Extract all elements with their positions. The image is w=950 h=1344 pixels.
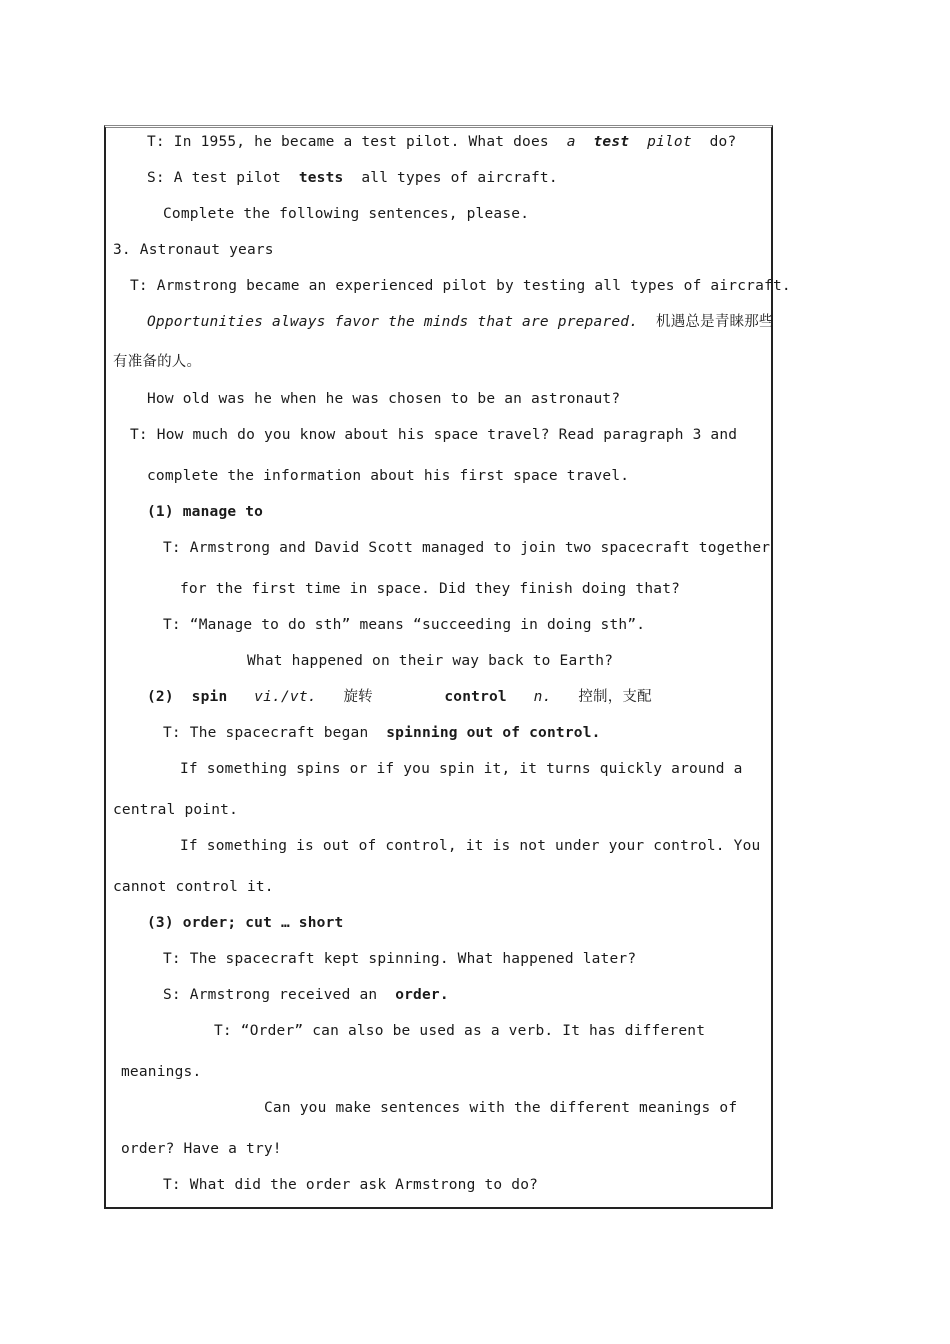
definition-line: If something spins or if you spin it, it turns quickly around a — [180, 761, 743, 777]
teacher-line: T: How much do you know about his space travel? Read paragraph 3 and — [130, 427, 738, 443]
teacher-line: T: The spacecraft kept spinning. What happened later? — [163, 951, 637, 967]
text: S: Armstrong received an — [163, 987, 396, 1003]
teacher-line: T: What did the order ask Armstrong to do? — [163, 1177, 539, 1193]
text: T: The spacecraft began — [163, 725, 387, 741]
teacher-line: T: Armstrong became an experienced pilot by testing all types of aircraft. — [130, 278, 791, 294]
teacher-line: T: Armstrong and David Scott managed to join two spacecraft together — [163, 540, 771, 556]
proverb-line — [147, 312, 774, 332]
question-line-continued: order? Have a try! — [121, 1141, 282, 1157]
section-heading-astronaut-years: 3. Astronaut years — [113, 242, 274, 258]
student-line-tests — [147, 168, 558, 188]
subheading-spin-control — [147, 687, 652, 707]
text-bold: tests — [298, 170, 344, 186]
text-bold: spinning out of control. — [386, 725, 601, 741]
student-line-order — [163, 985, 449, 1005]
teacher-line-test-pilot — [147, 132, 736, 152]
definition-line-continued: central point. — [113, 802, 239, 818]
text: all types of aircraft. — [343, 170, 558, 186]
subheading-order-cut-short: (3) order; cut … short — [147, 915, 344, 931]
part-of-speech: n. — [533, 689, 552, 705]
question-line: Can you make sentences with the different meanings of — [264, 1100, 738, 1116]
chinese-gloss: 控制，支配 — [578, 689, 652, 705]
text-bold: control — [444, 689, 507, 705]
definition-line: If something is out of control, it is not under your control. You — [180, 838, 761, 854]
part-of-speech: vi./vt. — [254, 689, 317, 705]
text-italic: a — [566, 134, 594, 150]
text: do? — [691, 134, 737, 150]
text-bold: (2) spin — [147, 689, 228, 705]
teacher-line-continued: meanings. — [121, 1064, 202, 1080]
teacher-line-spinning — [163, 723, 601, 743]
teacher-line-continued: for the first time in space. Did they finish doing that? — [180, 581, 681, 597]
proverb-chinese: 机遇总是青睐那些 — [656, 314, 774, 330]
subheading-manage-to: (1) manage to — [147, 504, 264, 520]
proverb-chinese-continued: 有准备的人。 — [113, 354, 202, 370]
text-bold: order. — [395, 987, 449, 1003]
text-bold-italic: test — [593, 134, 630, 150]
text-italic: pilot — [629, 134, 692, 150]
instruction-line: Complete the following sentences, please. — [163, 206, 530, 222]
teacher-line-continued: complete the information about his first space travel. — [147, 468, 630, 484]
chinese-gloss: 旋转 — [343, 689, 373, 705]
question-line: How old was he when he was chosen to be an astronaut? — [147, 391, 621, 407]
definition-line-continued: cannot control it. — [113, 879, 274, 895]
text: S: A test pilot — [147, 170, 299, 186]
teacher-line: T: “Order” can also be used as a verb. It has different — [214, 1023, 706, 1039]
text: T: In 1955, he became a test pilot. What does — [147, 134, 567, 150]
teacher-line: T: “Manage to do sth” means “succeeding in doing sth”. — [163, 617, 646, 633]
question-line: What happened on their way back to Earth? — [247, 653, 614, 669]
proverb-english: Opportunities always favor the minds that are prepared. — [147, 314, 639, 330]
